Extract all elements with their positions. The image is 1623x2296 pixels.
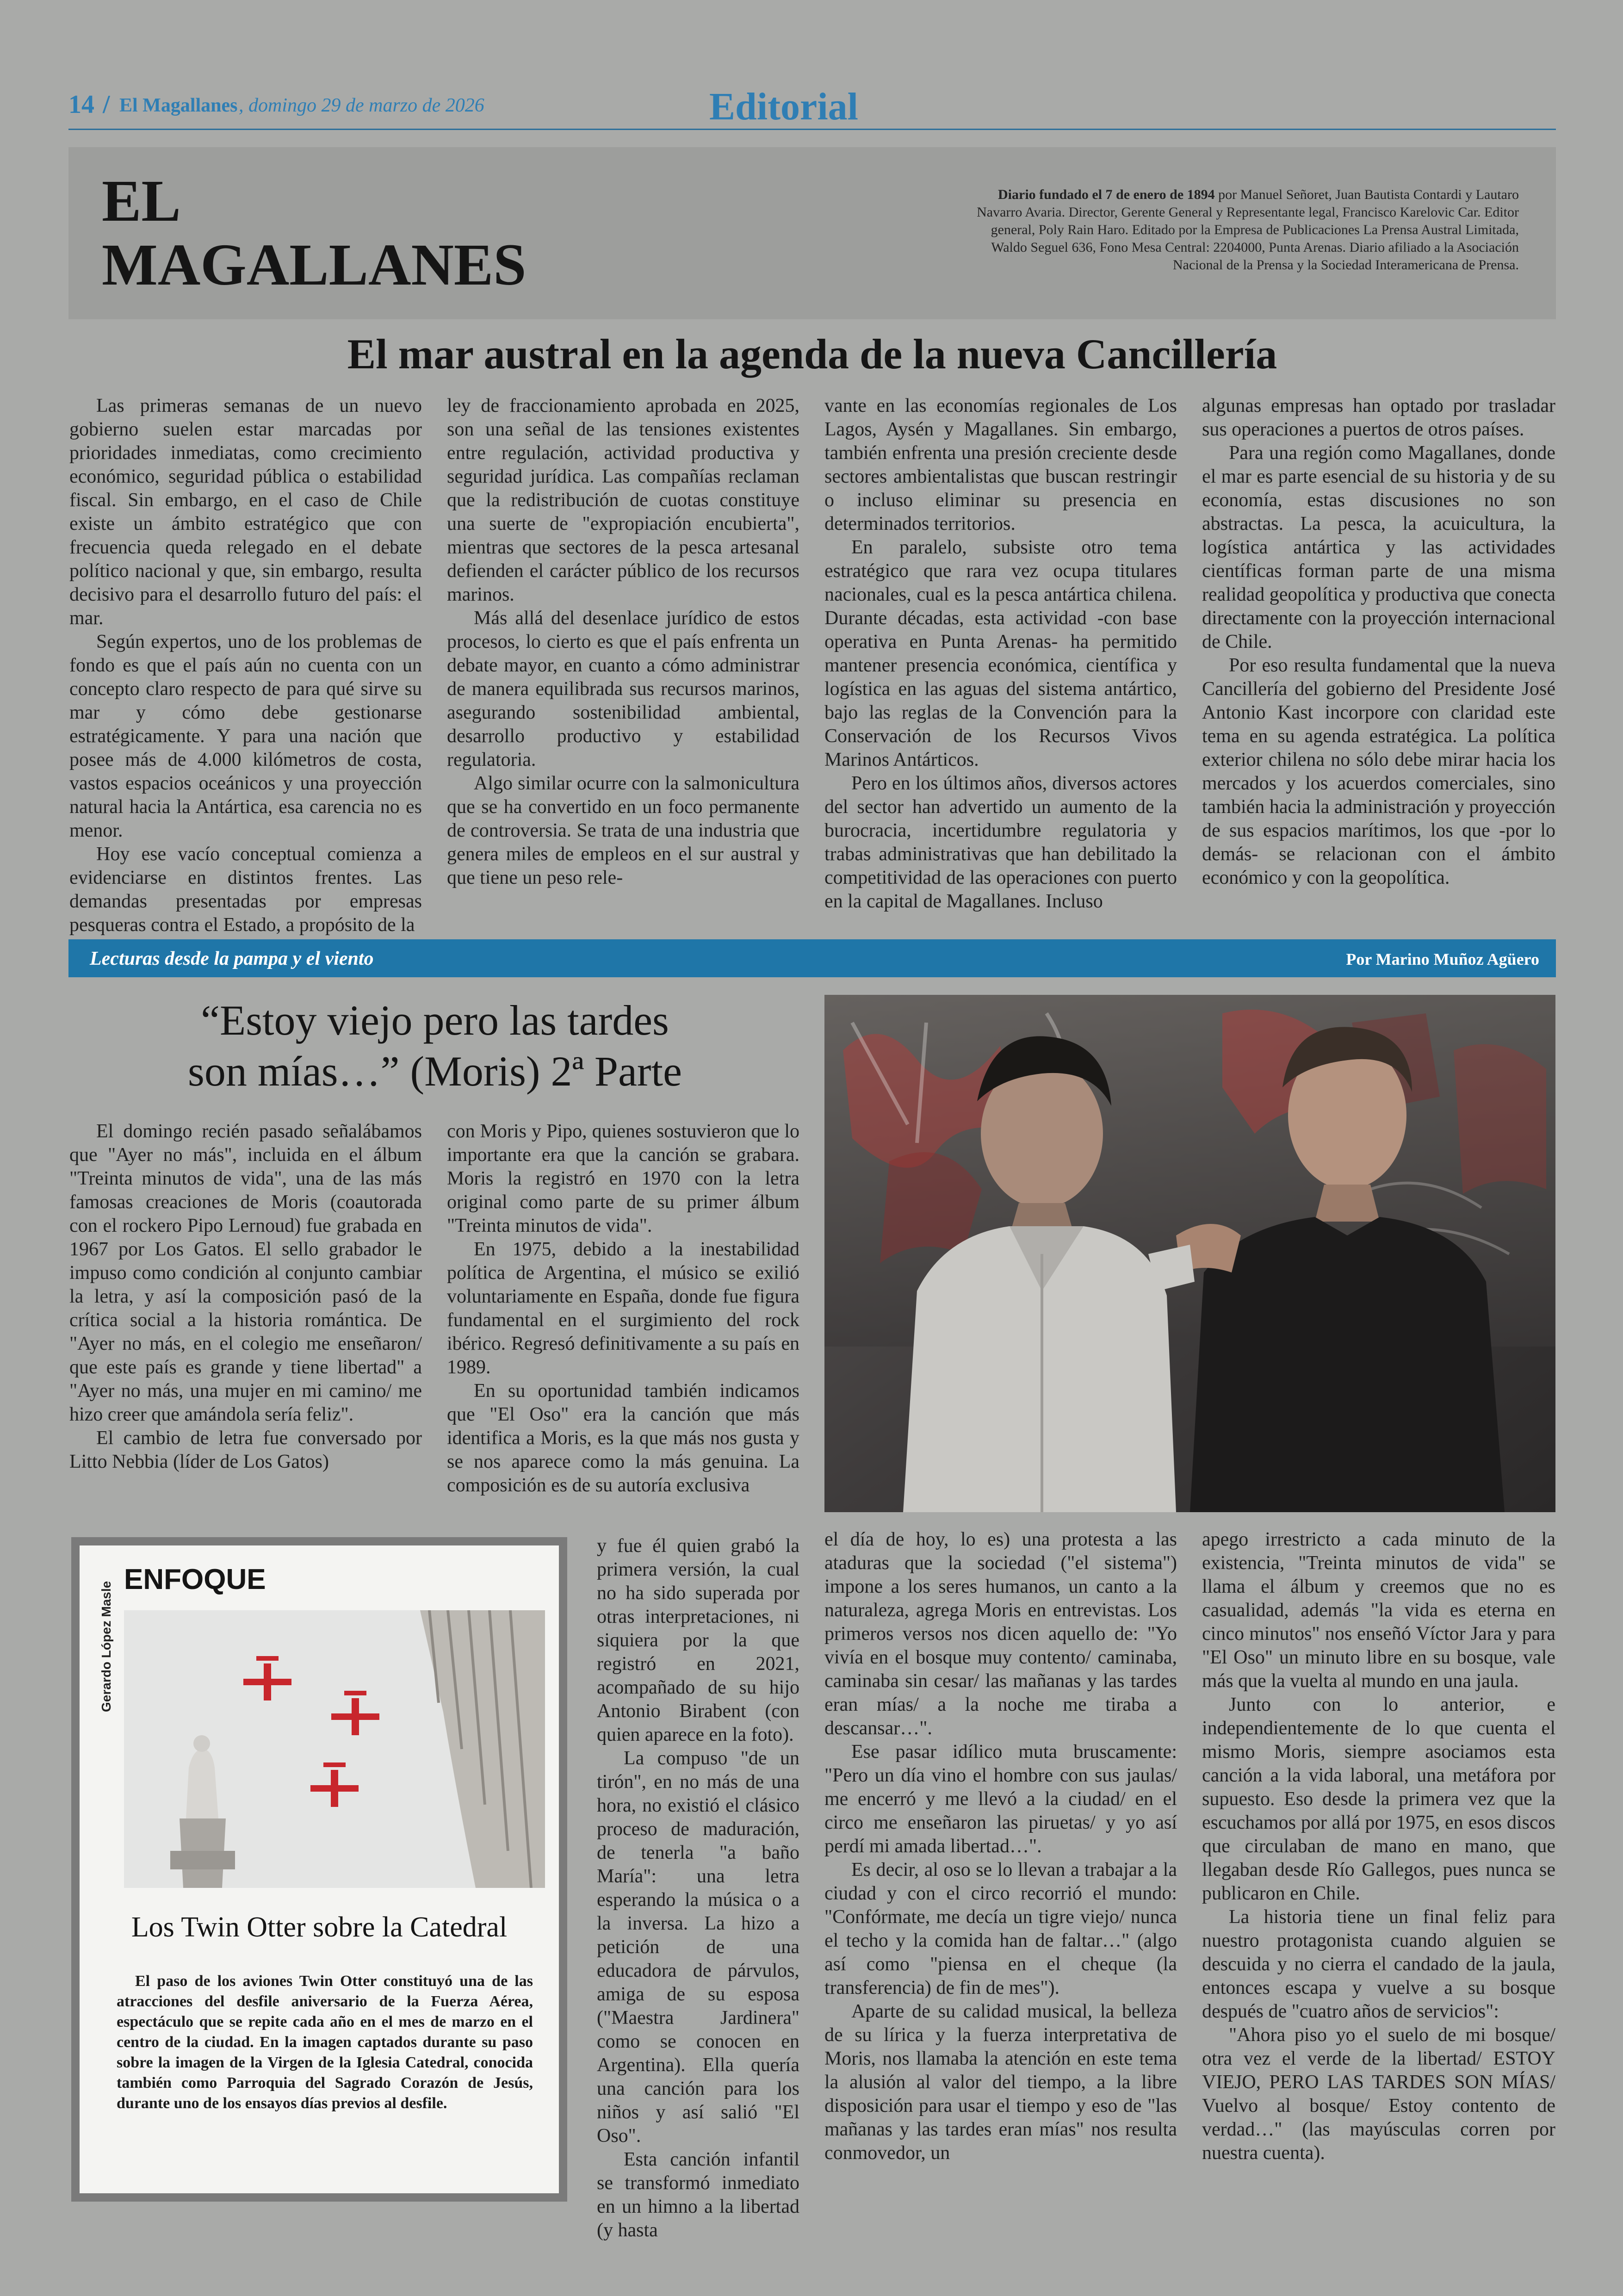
column-byline: Por Marino Muñoz Agüero xyxy=(1346,950,1539,968)
paragraph: Las primeras semanas de un nuevo gobierno suelen estar marcadas por prioridades inmediatas, como crecimiento económico, seguridad pública o estabilidad fiscal. Sin embargo, en el caso de Chile existe un ámbito estratégico que con frecuencia queda relegado en el debate político nacional y que, sin embargo, resulta decisivo para el desarrollo futuro del país: el mar. xyxy=(69,395,422,629)
paragraph: algunas empresas han optado por trasladar sus operaciones a puertos de otros países. xyxy=(1202,395,1555,440)
logo-line-2: MAGALLANES xyxy=(102,232,527,298)
article-column-2 xyxy=(447,1120,799,1497)
enfoque-label: ENFOQUE xyxy=(124,1564,266,1595)
section-title: Editorial xyxy=(709,85,859,128)
article-column-1 xyxy=(69,1120,422,1474)
paragraph: Pero en los últimos años, diversos actores del sector han advertido un aumento de la burocracia, incertidumbre regulatoria y trabas administrativas que han debilitado la competitividad de las operaciones con puerto en la capital de Magallanes. Incluso xyxy=(824,773,1177,912)
paragraph: El domingo recién pasado señalábamos que "Ayer no más", incluida en el álbum "Treinta minutos de vida", una de las más famosas creaciones de Moris (coautorada con el rockero Pipo Lernoud) fue grabada en 1967 por Los Gatos. El sello grabador le impuso como condición al conjunto cambiar la letra, y así la composición pasó de la crítica social a la historia romántica. De "Ayer no más, en el colegio me enseñaron/ que este país es grande y tiene libertad" a "Ayer no más, una mujer en mi camino/ me hizo creer que amándola sería feliz". xyxy=(69,1121,422,1425)
info-line: por Manuel Señoret, Juan Bautista Contardi y Lautaro xyxy=(1214,187,1519,202)
enfoque-photo xyxy=(124,1610,545,1888)
paragraph: Para una región como Magallanes, donde el mar es parte esencial de su historia y de su economía, estas discusiones no son abstractas. La pesca, la acuicultura, la logística antártica y las actividades científicas forman parte de una misma realidad geopolítica y productiva que conecta directamente con la proyección internacional de Chile. xyxy=(1202,442,1555,652)
paragraph: En su oportunidad también indicamos que "El Oso" era la canción que más identifica a Moris, es la que más nos gusta y se nos aparece como la más genuina. La composición es de su autoría exclusiva xyxy=(447,1380,799,1496)
paragraph: ley de fraccionamiento aprobada en 2025, son una señal de las tensiones existentes entre regulación, actividad productiva y seguridad jurídica. Las compañías reclaman que la redistribución de cuotas constituye una suerte de "expropiación encubierta", mientras que sectores de la pesca artesanal defienden el carácter público de los recursos marinos. xyxy=(447,395,799,605)
page-number: 14 xyxy=(68,90,94,119)
enfoque-title: Los Twin Otter sobre la Catedral xyxy=(131,1911,508,1943)
article-column-4 xyxy=(1202,1528,1555,2165)
column-section-bar xyxy=(68,939,1556,977)
photo-credit: Gerardo López Masle xyxy=(99,1581,113,1712)
paragraph: Junto con lo anterior, e independientemente de lo que cuenta el mismo Moris, siempre asociamos esta canción a la vida laboral, una metáfora por supuesto. Eso desde la primera vez que la escuchamos por allá por 1975, en esos discos que circulaban de mano en mano, que llegaban desde Río Gallegos, pues nunca se publicaron en Chile. xyxy=(1202,1694,1555,1904)
article-headline-line: “Estoy viejo pero las tardes xyxy=(201,997,669,1044)
paper-name: El Magallanes xyxy=(119,95,238,116)
enfoque-box xyxy=(71,1537,567,2202)
founding-line: Diario fundado el 7 de enero de 1894 xyxy=(998,187,1215,202)
paragraph: y fue él quien grabó la primera versión, la cual no ha sido superada por otras interpretaciones, ni siquiera por la que registró en 2021, acompañado de su hijo Antonio Birabent (con quien aparece en la foto). xyxy=(597,1535,799,1745)
paragraph: El cambio de letra fue conversado por Litto Nebbia (líder de Los Gatos) xyxy=(69,1427,422,1472)
masthead xyxy=(68,147,1556,319)
info-line: Waldo Seguel 636, Fono Mesa Central: 2204000, Punta Arenas. Diario afiliado a la Asociación xyxy=(991,240,1519,255)
editorial-headline: El mar austral en la agenda de la nueva Cancillería xyxy=(347,330,1277,378)
editorial-column-1 xyxy=(69,394,422,937)
paragraph: el día de hoy, lo es) una protesta a las ataduras que la sociedad ("el sistema") impone a los seres humanos, un canto a la naturaleza, agrega Moris en entrevistas. Los primeros versos nos dicen aquello de: "Yo vivía en el bosque muy contento/ caminaba, caminaba sin cesar/ las mañanas y las tardes eran mías/ a la noche me tiraba a descansar…". xyxy=(824,1529,1177,1739)
paragraph: "Ahora piso yo el suelo de mi bosque/ otra vez el verde de la libertad/ ESTOY VIEJO, PERO LAS TARDES SON MÍAS/ Vuelvo al bosque/ Estoy contento de verdad…" (las mayúsculas corren por nuestra cuenta). xyxy=(1202,2024,1555,2164)
enfoque-body: El paso de los aviones Twin Otter constituyó una de las atracciones del desfile aniversario de la Fuerza Aérea, espectáculo que se repite cada año en el mes de marzo en el centro de la ciudad. En la imagen captados durante su paso sobre la imagen de la Virgen de la Iglesia Catedral, conocida también como Parroquia del Sagrado Corazón de Jesús, durante uno de los ensayos días previos al desfile. xyxy=(117,1973,533,2112)
article-headline-line: son mías…” (Moris) 2ª Parte xyxy=(188,1048,682,1095)
column-section-label: Lecturas desde la pampa y el viento xyxy=(90,948,374,969)
info-line: Nacional de la Prensa y la Sociedad Interamericana de Prensa. xyxy=(1172,257,1519,273)
photo-moris-and-son xyxy=(824,995,1555,1512)
enfoque-box-inner xyxy=(80,1545,559,2193)
paragraph: Es decir, al oso se lo llevan a trabajar a la ciudad y con el circo recorrió el mundo: "Confórmate, me decía un tigre viejo/ nunca el techo y la comida han de faltar…" (algo así como "piensa en el cheque (la transferencia) de fin de mes"). xyxy=(824,1859,1177,1998)
page-header xyxy=(68,86,1556,128)
paragraph: Algo similar ocurre con la salmonicultura que se ha convertido en un foco permanente de controversia. Se trata de una industria que genera miles de empleos en el sur austral y que tiene un peso rele- xyxy=(447,773,799,888)
paragraph: La compuso "de un tirón", en no más de una hora, no existió el clásico proceso de maduración, de tenerla "a baño María": una letra esperando la música o a la inversa. La hizo a petición de una educadora de párvulos, amiga de su esposa ("Maestra Jardinera" como se conocen en Argentina). Ella quería una canción para los niños y así salió "El Oso". xyxy=(597,1748,799,2147)
article-column-2-continued xyxy=(597,1534,799,2242)
editorial-column-4 xyxy=(1202,394,1555,890)
page-number-slash: / xyxy=(103,90,110,119)
masthead-info xyxy=(825,186,1519,274)
paragraph: En paralelo, subsiste otro tema estratégico que rara vez ocupa titulares nacionales, cual es la pesca antártica chilena. Durante décadas, esta actividad -con base operativa en Punta Arenas- ha permitido mantener presencia económica, científica y logística en las aguas del sistema antártico, bajo las reglas de la Convención para la Conservación de los Recursos Vivos Marinos Antárticos. xyxy=(824,537,1177,770)
paragraph: Según expertos, uno de los problemas de fondo es que el país aún no cuenta con un concepto claro respecto de para qué sirve su mar y cómo debe gestionarse estratégicamente. Y para una nación que posee más de 4.000 kilómetros de costa, vastos espacios oceánicos y una proyección natural hacia la Antártica, esa carencia no es menor. xyxy=(69,631,422,841)
article-photo xyxy=(824,995,1555,1512)
paragraph: Aparte de su calidad musical, la belleza de su lírica y la fuerza interpretativa de Moris, nos llamaba la atención en este tema la alusión al valor del tiempo, a la libre disposición para usar el tiempo y eso de "las mañanas y las tardes eran mías" nos resulta conmovedor, un xyxy=(824,2001,1177,2164)
paragraph: con Moris y Pipo, quienes sostuvieron que lo importante era que la canción se grabara. Moris la registró en 1970 con la letra original como parte de su primer álbum "Treinta minutos de vida". xyxy=(447,1121,799,1236)
issue-date: , domingo 29 de marzo de 2026 xyxy=(239,95,484,116)
paragraph: vante en las economías regionales de Los Lagos, Aysén y Magallanes. Sin embargo, también enfrenta una presión creciente desde sectores ambientalistas que buscan restringir o incluso eliminar su presencia en determinados territorios. xyxy=(824,395,1177,534)
article-column-3 xyxy=(824,1528,1177,2165)
article-headline xyxy=(69,995,800,1097)
editorial-column-2 xyxy=(447,394,799,890)
paragraph: La historia tiene un final feliz para nuestro protagonista cuando alguien se descuida y no cierra el candado de la jaula, entonces escapa y vuelve a su bosque después de "cuatro años de servicios": xyxy=(1202,1906,1555,2022)
logo-line-1: EL xyxy=(102,168,181,234)
info-line: general, Poly Rain Haro. Editado por la Empresa de Publicaciones La Prensa Austral Limitada, xyxy=(991,222,1519,237)
twin-otter-photo xyxy=(124,1610,545,1888)
editorial-column-3 xyxy=(824,394,1177,913)
paragraph: Por eso resulta fundamental que la nueva Cancillería del gobierno del Presidente José Antonio Kast incorpore con claridad este tema en su agenda estratégica. La política exterior chilena no sólo debe mirar hacia los mercados y los acuerdos comerciales, sino también hacia la administración y proyección de sus espacios marítimos, los que -por lo demás- se relacionan con el ámbito económico y con la geopolítica. xyxy=(1202,655,1555,888)
header-rule xyxy=(68,129,1556,130)
paragraph: apego irrestricto a cada minuto de la existencia, "Treinta minutos de vida" se llama el álbum y creemos que no es casualidad, además "la vida es eterna en cinco minutos" nos enseñó Víctor Jara y para "El Oso" un minuto libre en su bosque, vale más que la vuelta al mundo en una jaula. xyxy=(1202,1529,1555,1692)
paragraph: Esta canción infantil se transformó inmediato en un himno a la libertad (y hasta xyxy=(597,2149,799,2241)
paragraph: Ese pasar idílico muta bruscamente: "Pero un día vino el hombre con sus jaulas/ me encerró y me llevó a la ciudad/ en el circo me enseñaron las piruetas/ y yo así perdí mi amada libertad…". xyxy=(824,1741,1177,1857)
paragraph: Más allá del desenlace jurídico de estos procesos, lo cierto es que el país enfrenta un debate mayor, en cuanto a cómo administrar de manera equilibrada sus recursos marinos, asegurando sostenibilidad ambiental, desarrollo productivo y estabilidad regulatoria. xyxy=(447,608,799,770)
info-line: Navarro Avaria. Director, Gerente General y Representante legal, Francisco Karelovic Car. Editor xyxy=(977,205,1519,220)
paragraph: En 1975, debido a la inestabilidad política de Argentina, el músico se exilió voluntariamente en España, donde fue figura fundamental en el surgimiento del rock ibérico. Regresó definitivamente a su país en 1989. xyxy=(447,1239,799,1378)
paragraph: Hoy ese vacío conceptual comienza a evidenciarse en distintos frentes. Las demandas presentadas por empresas pesqueras contra el Estado, a propósito de la xyxy=(69,844,422,936)
